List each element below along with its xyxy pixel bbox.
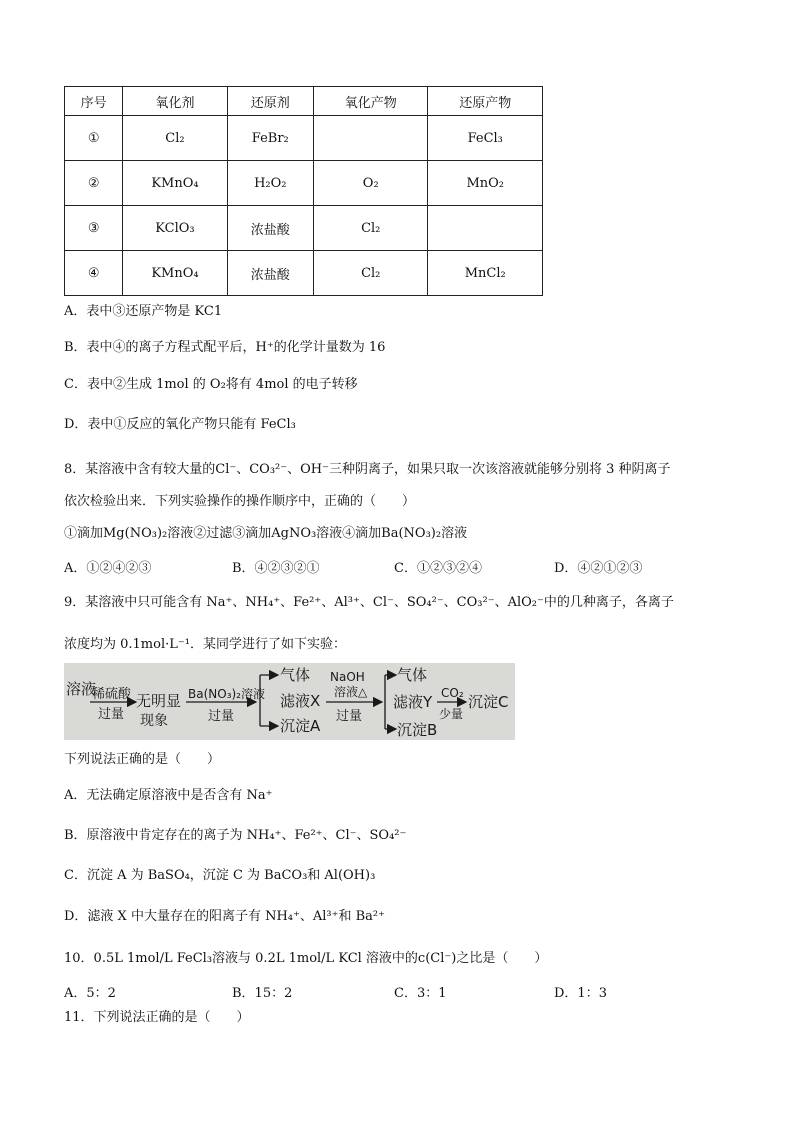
table-header-row bbox=[65, 87, 543, 116]
flow-start-label: 溶液 bbox=[66, 680, 97, 698]
flow-reagent-2: Ba(NO₃)₂溶液 bbox=[188, 687, 265, 701]
q10-option-d: D．1：3 bbox=[554, 986, 607, 1001]
header-cell: 还原剂 bbox=[227, 87, 313, 116]
flow-cond-1: 过量 bbox=[98, 707, 125, 722]
cell-red-product: FeCl₃ bbox=[428, 116, 543, 161]
header-cell: 氧化产物 bbox=[313, 87, 427, 116]
cell-ox-product: Cl₂ bbox=[313, 206, 427, 251]
q8-option-a: A．①②④②③ bbox=[64, 561, 152, 576]
cell-reductant: H₂O₂ bbox=[227, 161, 313, 206]
cell-reductant: FeBr₂ bbox=[227, 116, 313, 161]
q9-flowchart bbox=[64, 663, 515, 740]
q8-stem-line-1: 8．某溶液中含有较大量的Cl⁻、CO₃²⁻、OH⁻三种阴离子，如果只取一次该溶液就能够分别将 3 种阴离子 bbox=[64, 462, 671, 477]
cell-ox-product bbox=[313, 116, 427, 161]
cell-ox-product: O₂ bbox=[313, 161, 427, 206]
q9-prompt: 下列说法正确的是（ ） bbox=[64, 752, 221, 767]
q7-option-a: A．表中③还原产物是 KC1 bbox=[64, 304, 223, 319]
cell-no: ③ bbox=[65, 206, 123, 251]
cell-red-product bbox=[428, 206, 543, 251]
q11-stem: 11．下列说法正确的是（ ） bbox=[64, 1010, 250, 1025]
flow-precip-b: 沉淀B bbox=[397, 721, 438, 739]
flow-reagent-1: 稀硫酸 bbox=[92, 687, 132, 702]
header-cell: 还原产物 bbox=[428, 87, 543, 116]
flow-filtrate-x: 滤液X bbox=[280, 692, 321, 710]
flow-cond-2: 过量 bbox=[208, 709, 235, 724]
q7-option-d: D．表中①反应的氧化产物只能有 FeCl₃ bbox=[64, 417, 296, 432]
q8-steps: ①滴加Mg(NO₃)₂溶液②过滤③滴加AgNO₃溶液④滴加Ba(NO₃)₂溶液 bbox=[64, 526, 468, 541]
q8-option-c: C．①②③②④ bbox=[394, 561, 482, 576]
q9-stem-line-1: 9．某溶液中只可能含有 Na⁺、NH₄⁺、Fe²⁺、Al³⁺、Cl⁻、SO₄²⁻、CO₃²⁻、AlO₂⁻中的几种离子，各离子 bbox=[64, 595, 674, 610]
cell-red-product: MnCl₂ bbox=[428, 251, 543, 296]
cell-reductant: 浓盐酸 bbox=[227, 206, 313, 251]
q10-option-c: C．3：1 bbox=[394, 986, 447, 1001]
flow-precip-c: 沉淀C bbox=[468, 693, 509, 711]
q7-option-b: B．表中④的离子方程式配平后，H⁺的化学计量数为 16 bbox=[64, 340, 386, 355]
q9-option-a: A．无法确定原溶液中是否含有 Na⁺ bbox=[64, 788, 273, 803]
q8-option-b: B．④②③②① bbox=[232, 561, 320, 576]
flow-step-1b: 现象 bbox=[140, 713, 168, 729]
cell-ox-product: Cl₂ bbox=[313, 251, 427, 296]
flow-reagent-4: CO₂ bbox=[441, 686, 464, 700]
header-cell: 序号 bbox=[65, 87, 123, 116]
header-cell: 氧化剂 bbox=[123, 87, 227, 116]
cell-oxidant: KClO₃ bbox=[123, 206, 227, 251]
cell-oxidant: KMnO₄ bbox=[123, 251, 227, 296]
flow-gas-2: 气体 bbox=[397, 666, 428, 684]
table-row bbox=[65, 206, 543, 251]
flow-reagent-3b: 溶液△ bbox=[334, 685, 368, 699]
table-row bbox=[65, 251, 543, 296]
q8-option-d: D．④②①②③ bbox=[554, 561, 643, 576]
table-row bbox=[65, 116, 543, 161]
cell-no: ① bbox=[65, 116, 123, 161]
q9-stem-line-2: 浓度均为 0.1mol·L⁻¹．某同学进行了如下实验： bbox=[64, 637, 346, 652]
redox-table bbox=[64, 86, 543, 296]
cell-no: ④ bbox=[65, 251, 123, 296]
q7-option-c: C．表中②生成 1mol 的 O₂将有 4mol 的电子转移 bbox=[64, 377, 358, 392]
q10-stem: 10．0.5L 1mol/L FeCl₃溶液与 0.2L 1mol/L KCl 溶液中的c(Cl⁻)之比是（ ） bbox=[64, 951, 548, 966]
q9-option-c: C．沉淀 A 为 BaSO₄，沉淀 C 为 BaCO₃和 Al(OH)₃ bbox=[64, 868, 376, 883]
q8-stem-line-2: 依次检验出来．下列实验操作的操作顺序中，正确的（ ） bbox=[64, 494, 416, 509]
table-row bbox=[65, 161, 543, 206]
flow-cond-4: 少量 bbox=[439, 707, 464, 721]
flow-precip-a: 沉淀A bbox=[280, 717, 321, 735]
flow-cond-3: 过量 bbox=[336, 709, 363, 724]
cell-oxidant: Cl₂ bbox=[123, 116, 227, 161]
q10-option-b: B．15：2 bbox=[232, 986, 293, 1001]
q9-option-d: D．滤液 X 中大量存在的阳离子有 NH₄⁺、Al³⁺和 Ba²⁺ bbox=[64, 909, 385, 924]
flow-reagent-3: NaOH bbox=[330, 670, 365, 684]
flow-step-1: 无明显 bbox=[136, 692, 182, 710]
flowchart-diagram bbox=[64, 663, 515, 740]
cell-no: ② bbox=[65, 161, 123, 206]
cell-red-product: MnO₂ bbox=[428, 161, 543, 206]
q10-option-a: A．5：2 bbox=[64, 986, 116, 1001]
flow-gas-1: 气体 bbox=[280, 666, 311, 684]
cell-reductant: 浓盐酸 bbox=[227, 251, 313, 296]
q9-option-b: B．原溶液中肯定存在的离子为 NH₄⁺、Fe²⁺、Cl⁻、SO₄²⁻ bbox=[64, 828, 407, 843]
cell-oxidant: KMnO₄ bbox=[123, 161, 227, 206]
flow-filtrate-y: 滤液Y bbox=[393, 693, 433, 711]
